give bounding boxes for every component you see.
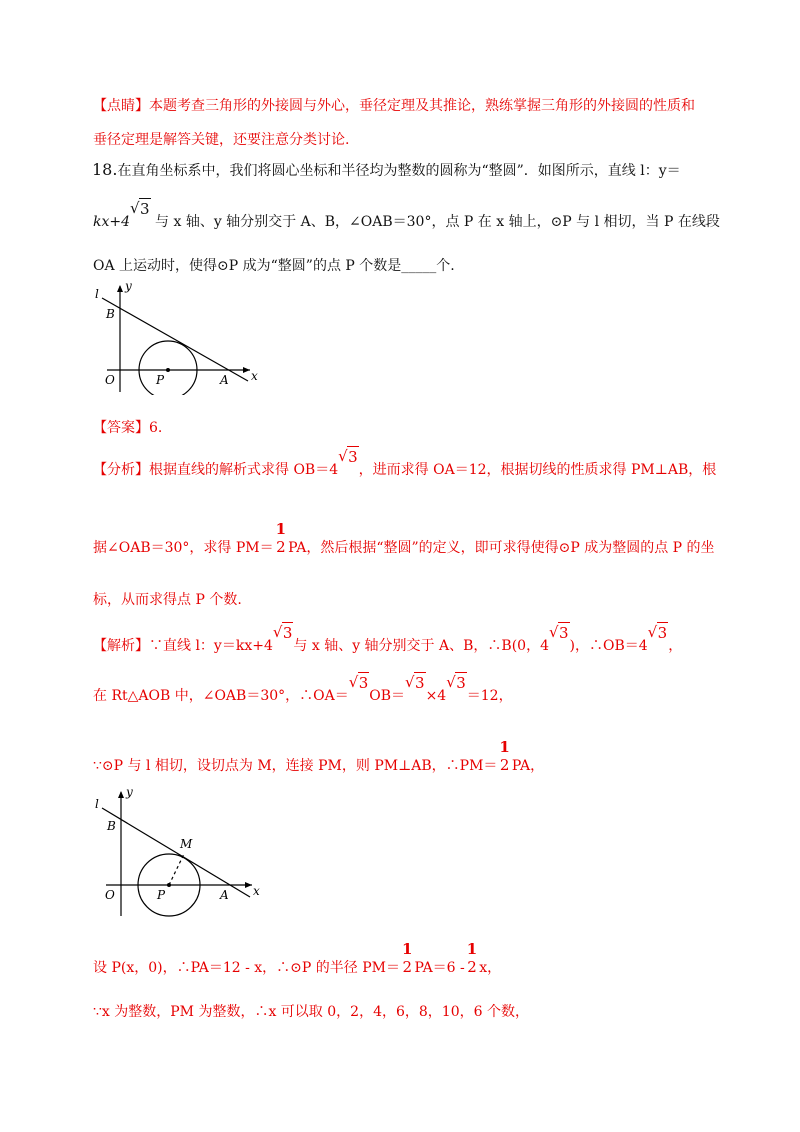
label-y: y xyxy=(125,280,132,293)
solution-text2b: OB＝ xyxy=(369,688,406,704)
solution-text2c: ×4 xyxy=(425,688,447,704)
label-l: l xyxy=(95,797,99,811)
label-p: P xyxy=(157,888,166,902)
line-l xyxy=(102,298,248,381)
dianjing-text1: 本题考查三角形的外接圆与外心，垂径定理及其推论，熟练掌握三角形的外接圆的性质和 xyxy=(149,98,695,114)
solution-line1 xyxy=(93,623,683,656)
solution-text4a: 设 P(x，0)，∴PA＝12 - x，∴⊙P 的半径 PM＝ xyxy=(93,960,400,976)
solution-text3a: ∵⊙P 与 l 相切，设切点为 M，连接 PM，则 PM⊥AB，∴PM＝ xyxy=(93,758,498,774)
sqrt-3: √ 3 xyxy=(348,673,369,692)
solution-text1c: )，∴OB＝4 xyxy=(569,638,648,654)
sqrt-3: √ 3 xyxy=(446,673,466,692)
solution-text1a: ∵直线 l：y＝kx+4 xyxy=(149,638,273,654)
analysis-line3 xyxy=(93,590,242,610)
analysis-text1b: ，进而求得 OA＝12，根据切线的性质求得 PM⊥AB，根 xyxy=(358,462,717,478)
segment-pm xyxy=(169,854,184,885)
label-l: l xyxy=(95,287,99,301)
solution-text2d: ＝12， xyxy=(466,688,513,704)
dianjing-tag: 【点睛】 xyxy=(93,98,149,114)
line-l xyxy=(102,808,250,897)
label-p: P xyxy=(156,373,165,387)
dianjing-text2: 垂径定理是解答关键，还要注意分类讨论. xyxy=(93,132,350,148)
problem-line3 xyxy=(93,256,455,276)
solution-text5: ∵x 为整数，PM 为整数，∴x 可以取 0，2，4，6，8，10，6 个数， xyxy=(93,1004,529,1020)
analysis-line2 xyxy=(93,520,715,566)
sqrt-3: √ 3 xyxy=(338,447,358,466)
sqrt-3: √ 3 xyxy=(272,623,293,642)
x-axis-arrow xyxy=(243,367,250,373)
label-x: x xyxy=(253,884,260,898)
analysis-text3: 标，从而求得点 P 个数. xyxy=(93,592,242,608)
y-axis-arrow xyxy=(117,285,123,292)
fraction-half: 1 2 xyxy=(499,738,510,774)
analysis-line1 xyxy=(93,447,717,480)
label-x: x xyxy=(251,369,258,383)
dianjing-line2 xyxy=(93,130,349,150)
fraction-half: 1 2 xyxy=(466,940,478,976)
analysis-text2a: 据∠OAB＝30°，求得 PM＝ xyxy=(93,540,274,556)
y-axis-arrow xyxy=(118,791,124,798)
label-y: y xyxy=(126,786,133,799)
analysis-text2b: PA，然后根据“整圆”的定义，即可求得使得⊙P 成为整圆的点 P 的坐 xyxy=(288,540,715,556)
fraction-half: 1 2 xyxy=(402,940,413,976)
analysis-text1a: 根据直线的解析式求得 OB＝4 xyxy=(149,462,339,478)
solution-line4 xyxy=(93,940,502,986)
answer-tag: 【答案】 xyxy=(93,420,149,436)
label-b: B xyxy=(107,819,116,833)
point-p xyxy=(167,883,171,887)
label-m: M xyxy=(180,837,193,851)
answer-value: 6. xyxy=(149,420,163,436)
solution-tag: 【解析】 xyxy=(93,638,149,654)
label-a: A xyxy=(220,373,229,387)
label-b: B xyxy=(106,307,115,321)
problem-line2 xyxy=(93,199,720,232)
solution-line3 xyxy=(93,738,545,784)
problem-text2: 与 x 轴、y 轴分别交于 A、B，∠OAB＝30°，点 P 在 x 轴上，⊙P 与 l 相切，当 P 在线段 xyxy=(150,214,720,230)
point-p xyxy=(166,368,170,372)
x-axis-arrow xyxy=(245,882,252,888)
dianjing-line1 xyxy=(93,96,695,116)
problem-text3: OA 上运动时，使得⊙P 成为“整圆”的点 P 个数是_____个. xyxy=(93,258,455,274)
figure-1 xyxy=(92,280,272,395)
problem-text1: 在直角坐标系中，我们将圆心坐标和半径均为整数的圆称为“整圆”．如图所示，直线 l：y＝ xyxy=(117,163,681,179)
solution-text3b: PA， xyxy=(511,758,545,774)
solution-text1b: 与 x 轴、y 轴分别交于 A、B，∴B(0，4 xyxy=(293,638,549,654)
solution-line2 xyxy=(93,673,513,706)
problem-number: 18. xyxy=(92,160,118,179)
sqrt-3: √ 3 xyxy=(548,623,569,642)
label-o: O xyxy=(105,373,115,387)
label-a: A xyxy=(220,888,229,902)
solution-text4b: PA＝6 - xyxy=(414,960,465,976)
solution-line5 xyxy=(93,1002,529,1022)
figure-2 xyxy=(92,786,272,920)
sqrt-3: √ 3 xyxy=(130,199,150,218)
sqrt-3: √ 3 xyxy=(647,623,668,642)
answer-line xyxy=(93,418,162,438)
analysis-tag: 【分析】 xyxy=(93,462,149,478)
solution-text4c: x， xyxy=(479,960,502,976)
sqrt-3: √ 3 xyxy=(405,673,425,692)
label-o: O xyxy=(105,888,115,902)
fraction-half: 1 2 xyxy=(275,520,287,556)
problem-expr: kx+4 xyxy=(93,214,131,230)
solution-text1d: ， xyxy=(668,638,683,654)
solution-text2a: 在 Rt△AOB 中，∠OAB＝30°，∴OA＝ xyxy=(93,688,349,704)
problem-line1 xyxy=(92,160,681,181)
